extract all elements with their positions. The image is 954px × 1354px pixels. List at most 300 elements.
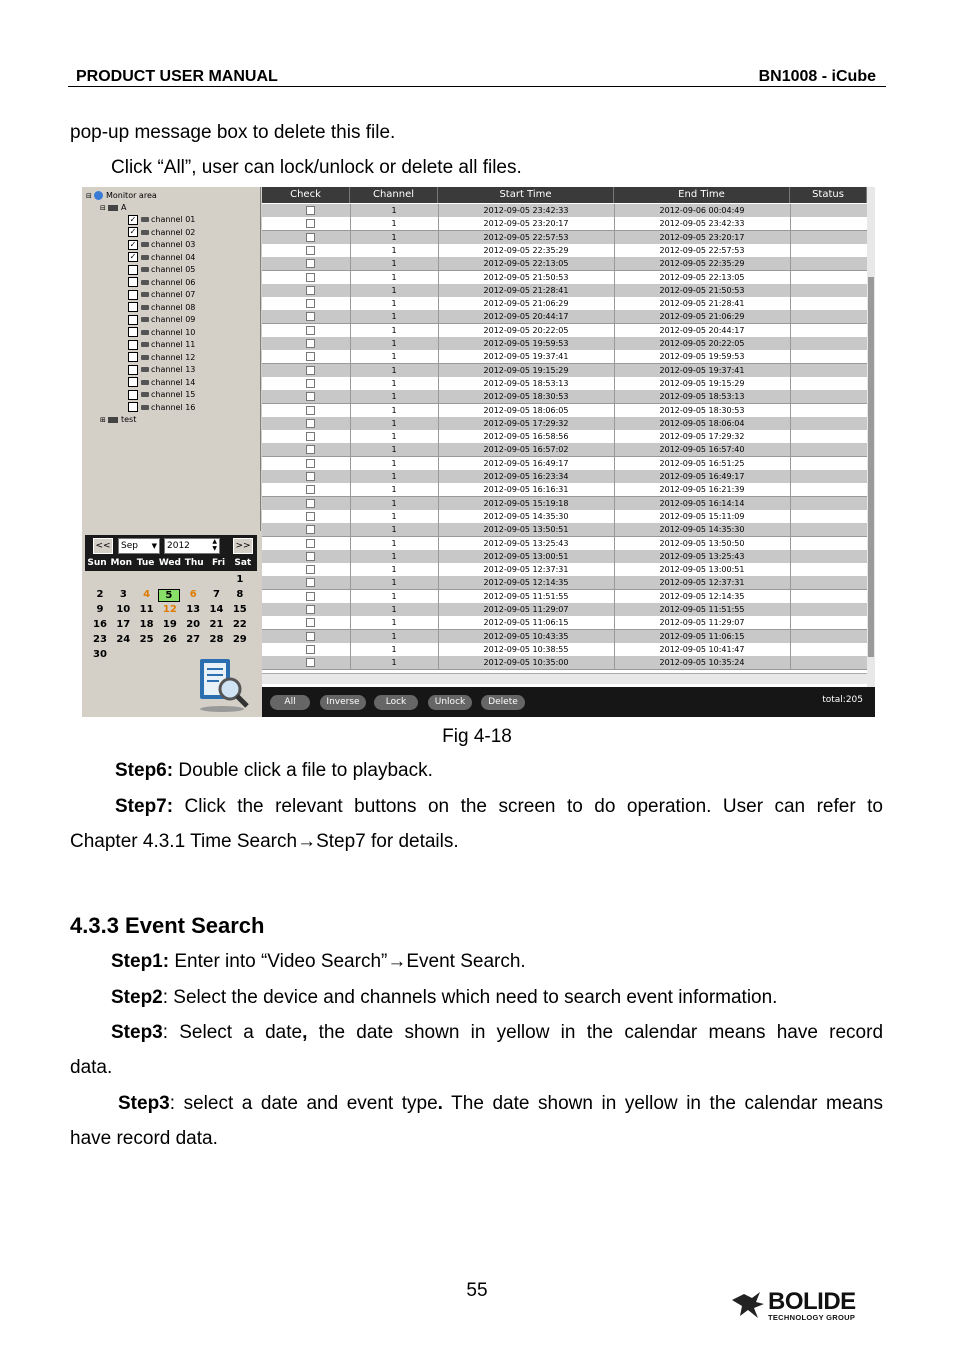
event-step3b-dot: . xyxy=(437,1093,443,1114)
cell-divider xyxy=(614,443,615,456)
section-heading: 4.3.3 Event Search xyxy=(70,913,265,938)
row-checkbox[interactable] xyxy=(306,605,315,614)
table-row[interactable] xyxy=(262,324,867,338)
table-row[interactable] xyxy=(262,616,867,630)
end-time-cell: 2012-09-05 11:29:07 xyxy=(659,618,745,628)
action-button-lock[interactable]: Lock xyxy=(374,695,418,710)
weekday-label: Mon xyxy=(110,558,133,568)
channel-cell: 1 xyxy=(391,644,397,654)
cell-divider xyxy=(614,470,615,483)
device-tree xyxy=(82,187,261,531)
cell-divider xyxy=(350,404,351,417)
cell-divider xyxy=(614,510,615,523)
cell-divider xyxy=(438,443,439,456)
channel-label: channel 12 xyxy=(151,352,196,362)
end-time-cell: 2012-09-05 12:37:31 xyxy=(659,578,745,588)
step7-continuation: Chapter 4.3.1 Time Search→Step7 for details. xyxy=(70,831,459,852)
channel-label: channel 06 xyxy=(151,277,196,287)
tree-root-label: Monitor area xyxy=(105,191,157,200)
row-checkbox[interactable] xyxy=(306,539,315,548)
month-select[interactable] xyxy=(118,538,160,554)
table-row[interactable] xyxy=(262,244,867,258)
cell-divider xyxy=(790,510,791,523)
start-time-cell: 2012-09-05 19:15:29 xyxy=(483,365,569,375)
channel-checkbox[interactable] xyxy=(128,365,138,375)
row-checkbox[interactable] xyxy=(306,273,315,282)
record-table xyxy=(262,187,875,687)
row-checkbox[interactable] xyxy=(306,339,315,348)
table-row[interactable] xyxy=(262,576,867,590)
cell-divider xyxy=(790,404,791,417)
start-time-cell: 2012-09-05 13:25:43 xyxy=(483,538,569,548)
tree-channel-item[interactable] xyxy=(128,364,195,376)
table-row[interactable] xyxy=(262,337,867,351)
start-time-cell: 2012-09-05 18:30:53 xyxy=(483,392,569,402)
end-time-cell: 2012-09-05 17:29:32 xyxy=(659,432,745,442)
tree-channel-item[interactable] xyxy=(128,389,195,401)
calendar-day[interactable]: 27 xyxy=(186,634,201,645)
channel-checkbox[interactable]: ✓ xyxy=(129,239,137,249)
table-row[interactable] xyxy=(262,483,867,497)
action-button-unlock[interactable]: Unlock xyxy=(428,695,472,710)
cell-divider xyxy=(438,217,439,230)
event-step3b xyxy=(118,1092,883,1116)
channel-cell: 1 xyxy=(391,485,397,495)
tree-channel-item[interactable] xyxy=(128,214,195,226)
calendar-day[interactable]: 19 xyxy=(162,619,177,630)
weekday-label: Sun xyxy=(87,558,107,568)
tree-channel-item[interactable] xyxy=(128,227,195,239)
cell-divider xyxy=(614,350,615,363)
table-row[interactable] xyxy=(262,404,867,418)
cell-divider xyxy=(438,377,439,390)
channel-cell: 1 xyxy=(391,605,397,614)
cell-divider xyxy=(614,616,615,629)
channel-cell: 1 xyxy=(391,312,397,322)
row-checkbox[interactable] xyxy=(306,206,315,215)
calendar-day[interactable]: 3 xyxy=(119,589,127,600)
action-button-delete[interactable]: Delete xyxy=(481,695,525,710)
tree-channel-item[interactable] xyxy=(128,314,195,326)
channel-cell: 1 xyxy=(391,618,397,628)
year-spinner[interactable] xyxy=(164,538,220,554)
calendar-day[interactable]: 13 xyxy=(186,604,201,615)
table-row[interactable] xyxy=(262,590,867,604)
end-time-cell: 2012-09-05 11:51:55 xyxy=(659,605,745,614)
end-time-cell: 2012-09-05 20:44:17 xyxy=(659,325,745,335)
cell-divider xyxy=(438,350,439,363)
start-time-cell: 2012-09-05 19:37:41 xyxy=(483,352,569,362)
tree-channel-item[interactable] xyxy=(128,327,195,339)
channel-cell: 1 xyxy=(391,551,397,561)
dvr-icon xyxy=(108,205,118,211)
cell-divider xyxy=(614,630,615,643)
cell-divider xyxy=(790,483,791,496)
tree-channel-item[interactable] xyxy=(128,402,195,414)
scrollbar-thumb[interactable] xyxy=(868,277,874,657)
channel-cell: 1 xyxy=(391,445,397,455)
channel-checkbox[interactable]: ✓ xyxy=(129,252,137,261)
step6-label: Step6: xyxy=(115,760,174,781)
figure-screenshot xyxy=(82,187,875,717)
channel-checkbox[interactable] xyxy=(128,290,138,300)
column-header[interactable]: Check xyxy=(262,187,350,203)
table-row[interactable] xyxy=(262,643,867,657)
cell-divider xyxy=(614,603,615,616)
row-checkbox[interactable] xyxy=(306,499,315,508)
channel-label: channel 04 xyxy=(151,252,196,262)
row-checkbox[interactable] xyxy=(306,432,315,441)
table-row[interactable] xyxy=(262,563,867,577)
row-checkbox[interactable] xyxy=(306,525,315,534)
channel-label: channel 01 xyxy=(151,215,196,224)
start-time-cell: 2012-09-05 15:19:18 xyxy=(483,498,569,508)
channel-cell: 1 xyxy=(391,245,397,255)
cell-divider xyxy=(790,550,791,563)
calendar-day[interactable]: 28 xyxy=(209,634,224,645)
end-time-cell: 2012-09-05 13:00:51 xyxy=(659,565,745,575)
cell-divider xyxy=(438,563,439,576)
end-time-cell: 2012-09-05 22:57:53 xyxy=(659,245,745,255)
cell-divider xyxy=(614,430,615,443)
cell-divider xyxy=(438,643,439,656)
column-header[interactable]: End Time xyxy=(614,187,790,203)
cell-divider xyxy=(614,377,615,390)
channel-label: channel 10 xyxy=(151,327,196,337)
calendar-day[interactable]: 18 xyxy=(139,619,154,630)
calendar-day[interactable]: 9 xyxy=(96,604,104,615)
start-time-cell: 2012-09-05 11:51:55 xyxy=(483,591,569,601)
cell-divider xyxy=(614,297,615,310)
channel-checkbox[interactable] xyxy=(128,340,138,350)
calendar-day[interactable]: 11 xyxy=(139,604,154,615)
start-time-cell: 2012-09-05 18:53:13 xyxy=(483,378,569,388)
tree-channel-item[interactable] xyxy=(128,277,195,289)
row-checkbox[interactable] xyxy=(306,259,315,268)
row-checkbox[interactable] xyxy=(306,632,315,641)
cell-divider xyxy=(614,576,615,589)
table-row[interactable] xyxy=(262,470,867,484)
start-time-cell: 2012-09-05 22:57:53 xyxy=(483,232,569,242)
channel-cell: 1 xyxy=(391,538,397,548)
row-checkbox[interactable] xyxy=(306,419,315,428)
paragraph-click-all: Click “All”, user can lock/unlock or delete all files. xyxy=(111,157,522,178)
table-row[interactable] xyxy=(262,377,867,391)
row-checkbox[interactable] xyxy=(306,379,315,388)
camera-icon xyxy=(141,280,149,285)
tree-channel-item[interactable] xyxy=(128,252,195,264)
cell-divider xyxy=(350,217,351,230)
table-row[interactable] xyxy=(262,430,867,444)
end-time-cell: 2012-09-05 18:53:13 xyxy=(659,392,745,402)
table-row[interactable] xyxy=(262,537,867,551)
cell-divider xyxy=(790,337,791,350)
cell-divider xyxy=(614,390,615,403)
row-checkbox[interactable] xyxy=(306,352,315,361)
event-step3 xyxy=(111,1021,883,1045)
running-header-model: BN1008 - iCube xyxy=(758,68,876,85)
event-step3-continuation: data. xyxy=(70,1057,113,1078)
table-row[interactable] xyxy=(262,656,867,670)
table-row[interactable] xyxy=(262,297,867,311)
tree-group-test-label: test xyxy=(120,415,137,424)
row-checkbox[interactable] xyxy=(306,658,315,667)
cell-divider xyxy=(614,364,615,377)
channel-checkbox[interactable] xyxy=(128,315,138,325)
channel-checkbox[interactable]: ✓ xyxy=(129,227,137,236)
cell-divider xyxy=(614,417,615,430)
tree-channel-item[interactable] xyxy=(128,264,195,276)
row-checkbox[interactable] xyxy=(306,326,315,335)
event-step1-label: Step1: xyxy=(111,951,170,972)
channel-cell: 1 xyxy=(391,631,397,641)
cell-divider xyxy=(438,590,439,603)
cell-divider xyxy=(438,523,439,536)
calendar-day[interactable]: 29 xyxy=(232,634,247,645)
cell-divider xyxy=(438,483,439,496)
start-time-cell: 2012-09-05 11:29:07 xyxy=(483,605,569,614)
action-button-all[interactable]: All xyxy=(270,695,310,710)
figure-caption: Fig 4-18 xyxy=(442,726,512,747)
cell-divider xyxy=(350,350,351,363)
end-time-cell: 2012-09-05 18:30:53 xyxy=(659,405,745,415)
row-checkbox[interactable] xyxy=(306,578,315,587)
start-time-cell: 2012-09-05 18:06:05 xyxy=(483,405,569,415)
prev-month-button[interactable]: << xyxy=(93,538,113,554)
search-records-icon[interactable] xyxy=(192,655,252,713)
end-time-cell: 2012-09-05 23:20:17 xyxy=(659,232,745,242)
row-checkbox[interactable] xyxy=(306,512,315,521)
cell-divider xyxy=(790,656,791,669)
end-time-cell: 2012-09-05 10:35:24 xyxy=(659,658,745,668)
table-row[interactable] xyxy=(262,630,867,644)
channel-checkbox[interactable] xyxy=(128,265,138,275)
row-checkbox[interactable] xyxy=(306,312,315,321)
cell-divider xyxy=(614,404,615,417)
row-checkbox[interactable] xyxy=(306,366,315,375)
channel-cell: 1 xyxy=(391,259,397,269)
channel-checkbox[interactable] xyxy=(128,390,138,400)
table-row[interactable] xyxy=(262,497,867,511)
month-value: Sep xyxy=(121,541,138,551)
tree-channel-item[interactable] xyxy=(128,239,195,251)
row-checkbox[interactable] xyxy=(306,485,315,494)
table-row[interactable] xyxy=(262,523,867,537)
end-time-cell: 2012-09-05 16:21:39 xyxy=(659,485,745,495)
table-row[interactable] xyxy=(262,257,867,271)
cell-divider xyxy=(614,217,615,230)
channel-checkbox[interactable] xyxy=(128,327,138,337)
cell-divider xyxy=(438,271,439,284)
start-time-cell: 2012-09-05 23:20:17 xyxy=(483,219,569,229)
table-row[interactable] xyxy=(262,350,867,364)
start-time-cell: 2012-09-05 14:35:30 xyxy=(483,511,569,521)
calendar-day[interactable]: 10 xyxy=(116,604,131,615)
start-time-cell: 2012-09-05 11:06:15 xyxy=(483,618,569,628)
cell-divider xyxy=(790,643,791,656)
calendar-day[interactable]: 7 xyxy=(213,589,220,600)
channel-checkbox[interactable] xyxy=(128,352,138,362)
next-month-button[interactable]: >> xyxy=(233,538,253,554)
cell-divider xyxy=(350,630,351,643)
table-row[interactable] xyxy=(262,310,867,324)
table-row[interactable] xyxy=(262,271,867,285)
cell-divider xyxy=(350,231,351,244)
table-row[interactable] xyxy=(262,364,867,378)
cell-divider xyxy=(350,417,351,430)
cell-divider xyxy=(614,497,615,510)
year-value: 2012 xyxy=(167,541,190,551)
row-checkbox[interactable] xyxy=(306,299,315,308)
column-header[interactable]: Start Time xyxy=(438,187,614,203)
step7-text: Click the relevant buttons on the screen to do operation. User can refer to xyxy=(173,796,883,817)
action-button-inverse[interactable]: Inverse xyxy=(320,695,366,710)
logo-subtitle: TECHNOLOGY GROUP xyxy=(768,1313,856,1322)
calendar-day[interactable]: 14 xyxy=(209,604,224,615)
cell-divider xyxy=(790,417,791,430)
channel-label: channel 02 xyxy=(151,227,196,237)
row-checkbox[interactable] xyxy=(306,459,315,468)
calendar-day[interactable]: 6 xyxy=(189,589,197,600)
cell-divider xyxy=(350,523,351,536)
table-row[interactable] xyxy=(262,217,867,231)
channel-cell: 1 xyxy=(391,498,397,508)
table-row[interactable] xyxy=(262,510,867,524)
table-row[interactable] xyxy=(262,417,867,431)
tree-root[interactable]: ⊟ Monitor area xyxy=(86,191,157,200)
start-time-cell: 2012-09-05 17:29:32 xyxy=(483,418,569,428)
calendar-day[interactable]: 23 xyxy=(93,634,107,645)
cell-divider xyxy=(438,430,439,443)
tree-channel-item[interactable] xyxy=(128,289,195,301)
row-checkbox[interactable] xyxy=(306,618,315,627)
cell-divider xyxy=(438,537,439,550)
cell-divider xyxy=(438,497,439,510)
channel-checkbox[interactable]: ✓ xyxy=(129,214,137,224)
tree-channel-item[interactable] xyxy=(128,302,195,314)
logo-wordmark: BOLIDE xyxy=(768,1288,856,1315)
table-row[interactable] xyxy=(262,603,867,617)
calendar-day[interactable]: 25 xyxy=(139,634,154,645)
calendar-day[interactable]: 21 xyxy=(209,619,224,630)
channel-label: channel 16 xyxy=(151,402,196,412)
tree-channel-item[interactable] xyxy=(128,339,195,351)
tree-channel-item[interactable] xyxy=(128,352,195,364)
cell-divider xyxy=(790,470,791,483)
cell-divider xyxy=(350,377,351,390)
calendar-day[interactable]: 15 xyxy=(232,604,247,615)
globe-icon xyxy=(94,191,103,200)
cell-divider xyxy=(614,324,615,337)
vertical-scrollbar[interactable] xyxy=(867,187,875,687)
table-row[interactable] xyxy=(262,390,867,404)
row-checkbox[interactable] xyxy=(306,392,315,401)
calendar-day[interactable]: 26 xyxy=(162,634,177,645)
start-time-cell: 2012-09-05 16:23:34 xyxy=(483,472,569,481)
row-checkbox[interactable] xyxy=(306,445,315,454)
calendar-day[interactable]: 30 xyxy=(93,649,107,660)
end-time-cell: 2012-09-05 16:49:17 xyxy=(659,472,745,481)
table-row[interactable] xyxy=(262,550,867,564)
cell-divider xyxy=(614,457,615,470)
calendar-day[interactable]: 4 xyxy=(143,589,151,600)
channel-checkbox[interactable] xyxy=(128,302,138,312)
end-time-cell: 2012-09-05 22:35:29 xyxy=(659,259,745,269)
calendar-day[interactable]: 12 xyxy=(162,604,177,615)
column-header[interactable]: Status xyxy=(790,187,867,203)
row-checkbox[interactable] xyxy=(306,219,315,228)
start-time-cell: 2012-09-05 16:16:31 xyxy=(483,485,569,495)
horizontal-scrollbar[interactable] xyxy=(262,673,867,684)
row-checkbox[interactable] xyxy=(306,592,315,601)
cell-divider xyxy=(614,271,615,284)
cell-divider xyxy=(350,550,351,563)
cell-divider xyxy=(438,616,439,629)
table-row[interactable] xyxy=(262,231,867,245)
cell-divider xyxy=(790,257,791,270)
row-checkbox[interactable] xyxy=(306,645,315,654)
cell-divider xyxy=(438,470,439,483)
end-time-cell: 2012-09-05 12:14:35 xyxy=(659,591,745,601)
channel-checkbox[interactable] xyxy=(128,377,138,387)
cell-divider xyxy=(350,271,351,284)
start-time-cell: 2012-09-05 20:44:17 xyxy=(483,312,569,322)
weekday-label: Tue xyxy=(136,558,155,568)
row-checkbox[interactable] xyxy=(306,565,315,574)
calendar-day[interactable]: 1 xyxy=(236,574,244,585)
camera-icon xyxy=(141,380,149,385)
start-time-cell: 2012-09-05 10:35:00 xyxy=(483,658,569,668)
tree-channel-item[interactable] xyxy=(128,377,195,389)
channel-checkbox[interactable] xyxy=(128,277,138,287)
row-checkbox[interactable] xyxy=(306,246,315,255)
column-header[interactable]: Channel xyxy=(350,187,438,203)
camera-icon xyxy=(141,355,149,360)
start-time-cell: 2012-09-05 13:00:51 xyxy=(483,551,569,561)
calendar-day[interactable]: 22 xyxy=(232,619,247,630)
table-row[interactable] xyxy=(262,204,867,218)
calendar-nav xyxy=(85,535,257,557)
row-checkbox[interactable] xyxy=(306,472,315,481)
start-time-cell: 2012-09-05 23:42:33 xyxy=(483,206,569,215)
row-checkbox[interactable] xyxy=(306,552,315,561)
tree-group-a[interactable]: ⊟ A xyxy=(100,203,127,212)
cell-divider xyxy=(614,523,615,536)
table-row[interactable] xyxy=(262,284,867,298)
calendar-day[interactable]: 8 xyxy=(236,589,244,600)
channel-checkbox[interactable] xyxy=(128,402,138,412)
row-checkbox[interactable] xyxy=(306,233,315,242)
calendar-day[interactable]: 24 xyxy=(116,634,131,645)
cell-divider xyxy=(614,537,615,550)
row-checkbox[interactable] xyxy=(306,286,315,295)
channel-cell: 1 xyxy=(391,525,397,535)
calendar-day[interactable]: 20 xyxy=(186,619,201,630)
camera-icon xyxy=(141,317,149,322)
channel-cell: 1 xyxy=(391,432,397,442)
calendar-day[interactable]: 5 xyxy=(158,589,180,602)
calendar-day[interactable]: 16 xyxy=(93,619,107,630)
row-checkbox[interactable] xyxy=(306,406,315,415)
channel-cell: 1 xyxy=(391,658,397,668)
table-row[interactable] xyxy=(262,457,867,471)
calendar-day[interactable]: 2 xyxy=(96,589,104,600)
cell-divider xyxy=(438,244,439,257)
channel-cell: 1 xyxy=(391,458,397,468)
calendar-day[interactable]: 17 xyxy=(116,619,131,630)
table-row[interactable] xyxy=(262,443,867,457)
tree-group-test[interactable]: ⊞ test xyxy=(100,415,137,424)
